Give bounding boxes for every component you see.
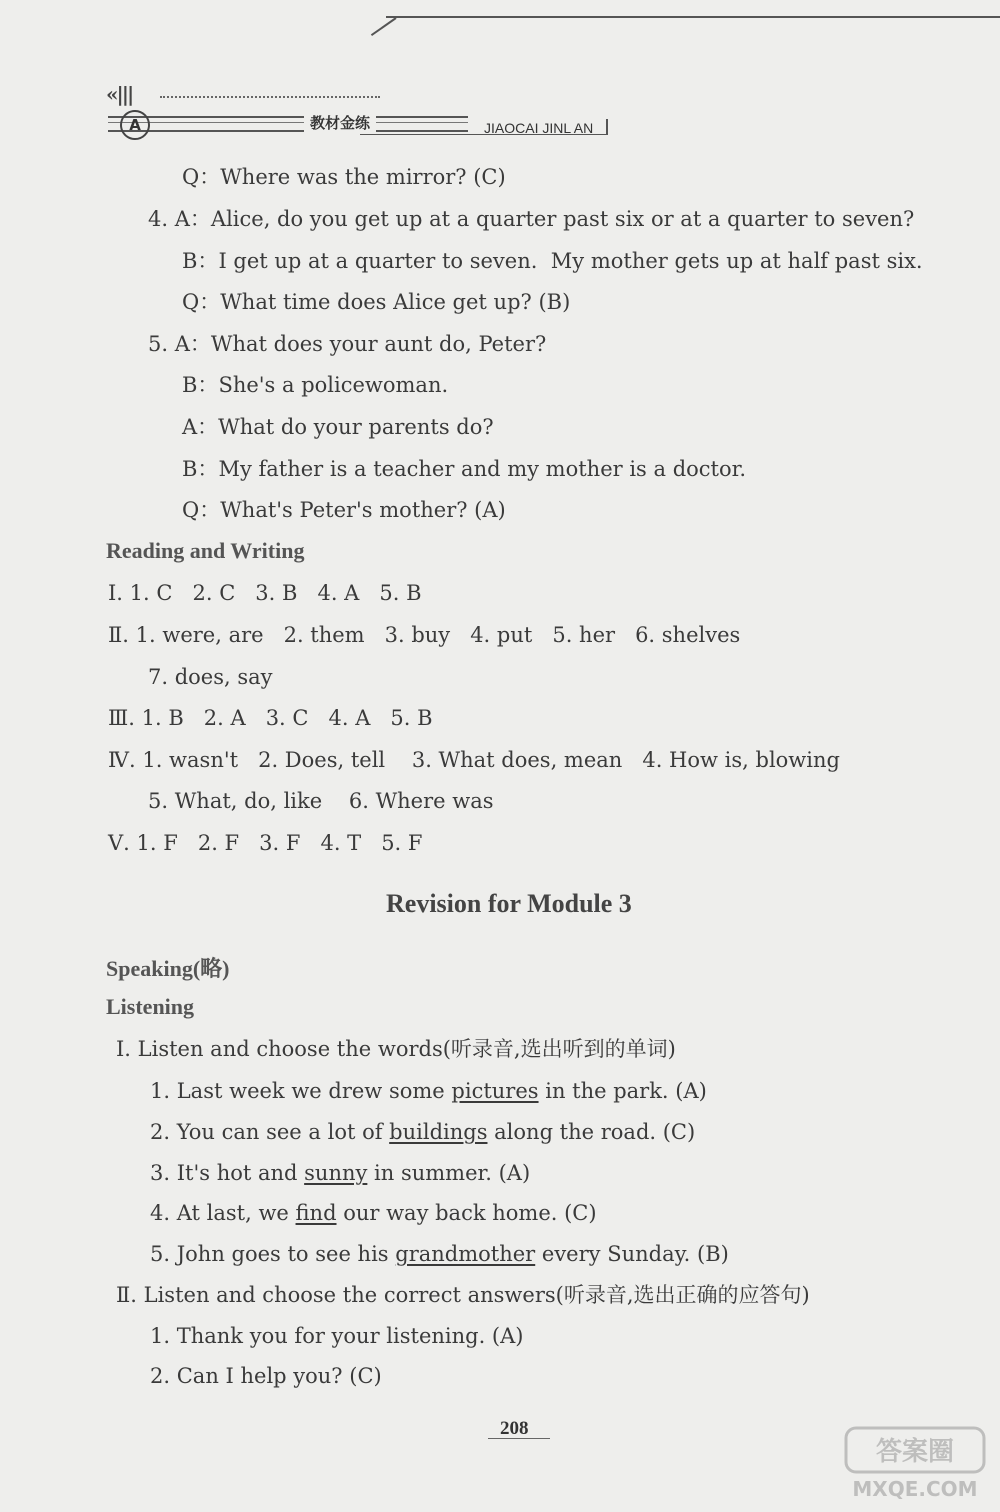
double-arrow-icon: «|||	[106, 82, 133, 106]
dialog-line: A：What do your parents do?	[182, 415, 494, 439]
page-number: 208	[500, 1418, 529, 1439]
list-item: 3. It's hot and sunny in summer. (A)	[150, 1161, 531, 1185]
header-stripes	[108, 116, 468, 132]
dialog-line: 4. A：Alice, do you get up at a quarter past six or at a quarter to seven?	[148, 207, 915, 231]
header-rule	[386, 16, 1000, 18]
header-rule-slant	[371, 17, 397, 36]
header-bar	[606, 119, 608, 135]
dialog-line: B：I get up at a quarter to seven. My mother gets up at half past six.	[182, 249, 923, 273]
answer-line: Ⅰ. 1. C 2. C 3. B 4. A 5. B	[108, 581, 422, 605]
part-instruction: Ⅱ. Listen and choose the correct answers(听录音,选出正确的应答句)	[116, 1283, 810, 1307]
answer-line: Ⅲ. 1. B 2. A 3. C 4. A 5. B	[108, 706, 433, 730]
dialog-line: B：My father is a teacher and my mother is a doctor.	[182, 457, 747, 481]
section-title: Revision for Module 3	[386, 889, 632, 918]
svg-text:MXQE.COM: MXQE.COM	[852, 1477, 978, 1501]
section-heading-listening: Listening	[106, 994, 195, 1019]
list-item: 2. Can I help you? (C)	[150, 1364, 382, 1388]
answer-line: 5. What, do, like 6. Where was	[148, 789, 494, 813]
svg-text:答案圈: 答案圈	[875, 1437, 955, 1467]
dialog-line: 5. A：What does your aunt do, Peter?	[148, 332, 547, 356]
header-dotted-rule	[160, 96, 380, 98]
watermark-logo	[840, 1424, 990, 1504]
answer-line: Ⅴ. 1. F 2. F 3. F 4. T 5. F	[108, 831, 423, 855]
answer-line: Ⅳ. 1. wasn't 2. Does, tell 3. What does, mean 4. How is, blowing	[108, 748, 840, 772]
answer-line: 7. does, say	[148, 665, 273, 689]
part-instruction: Ⅰ. Listen and choose the words(听录音,选出听到的单词)	[116, 1037, 676, 1061]
list-item: 1. Last week we drew some pictures in the park. (A)	[150, 1079, 707, 1103]
section-heading-speaking: Speaking(略)	[106, 956, 230, 981]
section-heading-reading: Reading and Writing	[106, 538, 305, 563]
list-item: 4. At last, we find our way back home. (C)	[150, 1201, 597, 1225]
list-item: 2. You can see a lot of buildings along the road. (C)	[150, 1120, 696, 1144]
series-badge: A	[120, 110, 150, 140]
dialog-line: Q：What time does Alice get up? (B)	[182, 290, 571, 314]
dialog-line: B：She's a policewoman.	[182, 373, 449, 397]
dialog-line: Q：What's Peter's mother? (A)	[182, 498, 506, 522]
list-item: 1. Thank you for your listening. (A)	[150, 1324, 524, 1348]
dialog-line: Q：Where was the mirror? (C)	[182, 165, 506, 189]
page-number-ornament	[488, 1438, 550, 1439]
answer-line: Ⅱ. 1. were, are 2. them 3. buy 4. put 5. her 6. shelves	[108, 623, 741, 647]
series-pinyin: JIAOCAI JINL AN	[484, 120, 594, 136]
series-title: 教材金练	[304, 112, 376, 133]
list-item: 5. John goes to see his grandmother every Sunday. (B)	[150, 1242, 729, 1266]
